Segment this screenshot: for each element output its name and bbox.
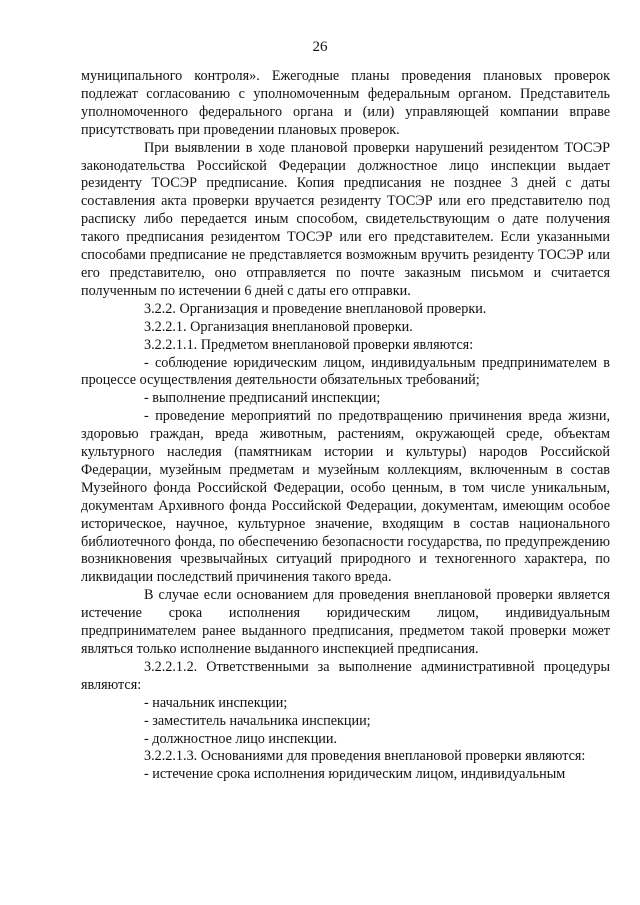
- section-heading-3-2-2-1-3: 3.2.2.1.3. Основаниями для проведения внеплановой проверки являются:: [144, 748, 586, 765]
- list-item-official: - должностное лицо инспекции.: [144, 730, 338, 747]
- page-number: 26: [312, 39, 328, 55]
- section-heading-3-2-2-1-2: 3.2.2.1.2. Ответственными за выполнение административной процедуры являются:: [81, 658, 610, 693]
- list-item-head: - начальник инспекции;: [144, 694, 288, 711]
- list-item-deadline-expiry: - истечение срока исполнения юридическим лицом, индивидуальным: [144, 766, 566, 783]
- list-item-orders: - выполнение предписаний инспекции;: [144, 390, 381, 407]
- list-item-deputy-head: - заместитель начальника инспекции;: [144, 712, 371, 729]
- paragraph-order-expiry: В случае если основанием для проведения внеплановой проверки является истечение срока исполнения юридическим лицом, индивидуальным предпринимателем ранее выданного предписания, предметом такой проверки может являться только исполнение выданного инспекцией предписания.: [81, 587, 610, 657]
- section-heading-3-2-2: 3.2.2. Организация и проведение внеплановой проверки.: [144, 300, 487, 317]
- paragraph-plan-approval: муниципального контроля». Ежегодные планы проведения плановых проверок подлежат согласованию с уполномоченным федеральным органом. Представитель уполномоченного федерального органа и (или) управляющей компании вправе присутствовать при проведении плановых проверок.: [81, 68, 610, 138]
- section-heading-3-2-2-1: 3.2.2.1. Организация внеплановой проверки.: [144, 318, 413, 335]
- section-heading-3-2-2-1-1: 3.2.2.1.1. Предметом внеплановой проверки являются:: [144, 336, 474, 353]
- paragraph-violations: При выявлении в ходе плановой проверки нарушений резидентом ТОСЭР законодательства Российской Федерации должностное лицо инспекции выдает резиденту ТОСЭР предписание. Копия предписания не позднее 3 дней с даты составления акта проверки вручается резиденту ТОСЭР или его представителю под расписку либо передается иным способом, свидетельствующим о дате получения такого предписания резидентом ТОСЭР или его представителем. Если указанными способами предписание не представляется возможным вручить резиденту ТОСЭР или его представителю, оно отправляется по почте заказным письмом и считается полученным по истечении 6 дней с даты его отправки.: [81, 139, 610, 299]
- document-body: [81, 68, 610, 784]
- list-item-harm-prevention: - проведение мероприятий по предотвращению причинения вреда жизни, здоровью граждан, вреда животным, растениям, окружающей среде, объектам культурного наследия (памятникам истории и культуры) народов Российской Федерации, музейным предметам и музейным коллекциям, включенным в состав Музейного фонда Российской Федерации, особо ценным, в том числе уникальным, документам Архивного фонда Российской Федерации, документам, имеющим особое историческое, научное, культурное значение, входящим в состав национального библиотечного фонда, по обеспечению безопасности государства, по предупреждению возникновения чрезвычайных ситуаций природного и техногенного характера, по ликвидации последствий причинения такого вреда.: [81, 408, 610, 586]
- list-item-compliance: - соблюдение юридическим лицом, индивидуальным предпринимателем в процессе осуществления деятельности обязательных требований;: [81, 354, 610, 389]
